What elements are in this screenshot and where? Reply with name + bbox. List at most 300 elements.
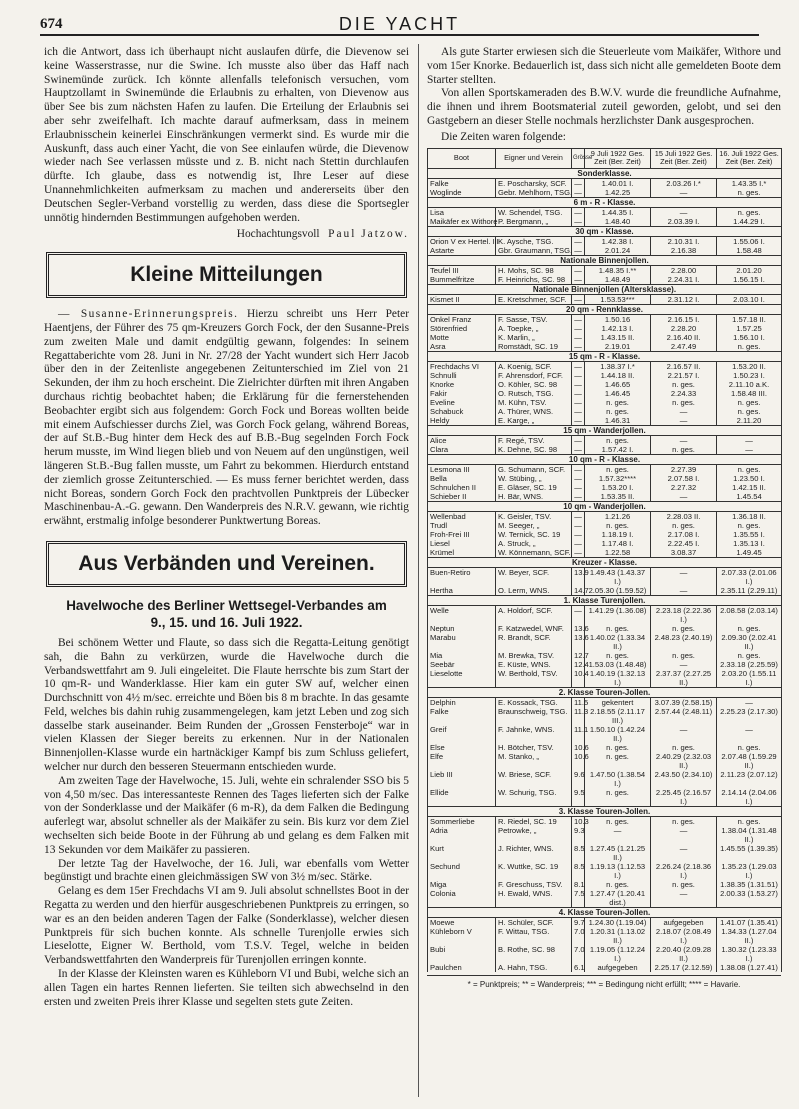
table-row [428, 474, 782, 483]
owner-cell: K. Geisler, TSV. [496, 511, 572, 521]
owner-cell: K. Wuttke, SC. 19 [496, 862, 572, 880]
size-cell: 6.1 [572, 963, 585, 972]
owner-cell: Gbr. Graumann, TSG. [496, 246, 572, 256]
boat-cell: Moewe [428, 917, 496, 927]
day3-cell: 2.11.20 [717, 416, 782, 426]
day2-cell: — [651, 586, 717, 596]
day1-cell: 1.18.19 I. [585, 530, 651, 539]
day1-cell: 1.40.19 (1.32.13 I.) [585, 669, 651, 688]
day2-cell: 2.21.57 I. [651, 371, 717, 380]
boat-cell: Kurt [428, 844, 496, 862]
owner-cell: F. Regé, TSV. [496, 435, 572, 445]
boat-cell: Neptun [428, 624, 496, 633]
day1-cell: 1.53.20 I. [585, 483, 651, 492]
size-cell: 12.7 [572, 651, 585, 660]
boat-cell: Schnulli [428, 371, 496, 380]
day3-cell: 1.49.45 [717, 548, 782, 558]
article-paragraph: Als gute Starter erwiesen sich die Steuerleute vom Maikäfer, Withore und vom 15er Knorke. Bedauerlich ist, dass sich nicht alle gemeldeten Boote dem Starter stellten. [427, 46, 781, 86]
day1-cell: 1.22.58 [585, 548, 651, 558]
article-title-line1: Havelwoche des Berliner Wettsegel-Verbandes am [66, 597, 387, 613]
size-cell: — [572, 294, 585, 304]
size-cell: — [572, 188, 585, 198]
day2-cell: n. ges. [651, 624, 717, 633]
day3-cell: — [717, 445, 782, 455]
boat-cell: Clara [428, 445, 496, 455]
day3-cell: 2.07.48 (1.59.29 II.) [717, 752, 782, 770]
boat-cell: Schnulchen II [428, 483, 496, 492]
table-row [428, 207, 782, 217]
size-cell: 10.6 [572, 743, 585, 752]
class-heading: 1. Klasse Turenjollen. [428, 595, 782, 605]
size-cell: — [572, 416, 585, 426]
class-heading-row [428, 304, 782, 314]
day1-cell: 1.49.43 (1.43.37 I.) [585, 567, 651, 586]
owner-cell: F. Katzwedel, WNF. [496, 624, 572, 633]
size-cell: 13.6 [572, 633, 585, 651]
day3-cell: 2.08.58 (2.03.14) [717, 605, 782, 624]
header-day3: 16. Juli 1922 Ges. Zeit (Ber. Zeit) [717, 148, 782, 168]
results-body [428, 168, 782, 972]
day2-cell: 2.27.39 [651, 464, 717, 474]
article-paragraph: In der Klasse der Kleinsten waren es Kühleborn VI und Bubi, welche sich an allen Tagen ein hartes Rennen lieferten. Sie teilten sich abwechselnd in den ersten und zweiten Preis ihrer Klasse und segelten stets gute Zeiten. [44, 968, 409, 1008]
boat-cell: Frechdachs VI [428, 361, 496, 371]
class-heading: Kreuzer - Klasse. [428, 557, 782, 567]
table-row [428, 521, 782, 530]
boat-cell: Liesel [428, 539, 496, 548]
owner-cell: K. Dehne, SC. 98 [496, 445, 572, 455]
class-heading-row [428, 168, 782, 178]
size-cell: — [572, 445, 585, 455]
day2-cell: 2.16.57 II. [651, 361, 717, 371]
class-heading: Nationale Binnenjollen (Altersklasse). [428, 284, 782, 294]
size-cell: — [572, 464, 585, 474]
owner-cell: E. Kretschmer, SCF. [496, 294, 572, 304]
owner-cell: Petrowke, „ [496, 826, 572, 844]
class-heading-row [428, 454, 782, 464]
day1-cell: gekentert [585, 697, 651, 707]
size-cell: 9.3 [572, 826, 585, 844]
header-boat: Boot [428, 148, 496, 168]
owner-cell: H. Ewald, WNS. [496, 889, 572, 908]
day1-cell: 1.42.38 I. [585, 236, 651, 246]
boat-cell: Bubi [428, 945, 496, 963]
day1-cell: 1.40.02 (1.33.34 II.) [585, 633, 651, 651]
day2-cell: 3.08.37 [651, 548, 717, 558]
day2-cell: 2.22.45 I. [651, 539, 717, 548]
day2-cell: — [651, 725, 717, 743]
owner-cell: A. Koenig, SCF. [496, 361, 572, 371]
day1-cell: 1.46.65 [585, 380, 651, 389]
owner-cell: H. Bötcher, TSV. [496, 743, 572, 752]
day3-cell: 2.00.33 (1.53.27) [717, 889, 782, 908]
letter-text [44, 46, 409, 225]
day3-cell: 1.38.04 (1.31.48 II.) [717, 826, 782, 844]
day1-cell: 1.48.40 [585, 217, 651, 227]
size-cell: 8.1 [572, 880, 585, 889]
day1-cell: 1.48.49 [585, 275, 651, 285]
size-cell: — [572, 435, 585, 445]
day2-cell: 2.24.31 I. [651, 275, 717, 285]
boat-cell: Schabuck [428, 407, 496, 416]
size-cell: — [572, 246, 585, 256]
table-row [428, 389, 782, 398]
owner-cell: A. Toepke, „ [496, 324, 572, 333]
table-row [428, 826, 782, 844]
day3-cell: n. ges. [717, 743, 782, 752]
day3-cell: 1.44.29 I. [717, 217, 782, 227]
day3-cell: 2.14.14 (2.04.06 I.) [717, 788, 782, 807]
table-row [428, 770, 782, 788]
news-item-susanne [44, 308, 409, 529]
day1-cell: n. ges. [585, 816, 651, 826]
size-cell: — [572, 474, 585, 483]
header-rule [40, 34, 759, 36]
day3-cell: 1.42.15 II. [717, 483, 782, 492]
header-owner: Eigner und Verein [496, 148, 572, 168]
day3-cell: 1.38.08 (1.27.41) [717, 963, 782, 972]
day2-cell: — [651, 435, 717, 445]
owner-cell: W. Schurig, TSG. [496, 788, 572, 807]
owner-cell: H. Bär, WNS. [496, 492, 572, 502]
day3-cell: 1.57.18 II. [717, 314, 782, 324]
day2-cell: 2.16.38 [651, 246, 717, 256]
day1-cell: 2.19.01 [585, 342, 651, 352]
day1-cell: n. ges. [585, 788, 651, 807]
day3-cell: 1.35.13 I. [717, 539, 782, 548]
owner-cell: Romstädt, SC. 19 [496, 342, 572, 352]
boat-cell: Sechund [428, 862, 496, 880]
boat-cell: Astarte [428, 246, 496, 256]
article-title [44, 597, 409, 631]
owner-cell: R. Brandt, SCF. [496, 633, 572, 651]
day1-cell: n. ges. [585, 521, 651, 530]
header-day2: 15 Juli 1922 Ges. Zeit (Ber. Zeit) [651, 148, 717, 168]
size-cell: 7.0 [572, 945, 585, 963]
day2-cell: 2.27.32 [651, 483, 717, 492]
table-row [428, 752, 782, 770]
day2-cell: n. ges. [651, 380, 717, 389]
day2-cell: 2.26.24 (2.18.36 I.) [651, 862, 717, 880]
day3-cell: 1.55.06 I. [717, 236, 782, 246]
day1-cell: n. ges. [585, 464, 651, 474]
boat-cell: Motte [428, 333, 496, 342]
section-title-kleine-mitteilungen: Kleine Mitteilungen [130, 263, 323, 287]
owner-cell: Gebr. Mehlhorn, TSG. [496, 188, 572, 198]
class-heading: 10 qm - Wanderjollen. [428, 501, 782, 511]
boat-cell: Falke [428, 178, 496, 188]
class-heading: 4. Klasse Touren-Jollen. [428, 907, 782, 917]
day1-cell: 1.44.35 I. [585, 207, 651, 217]
boat-cell: Miga [428, 880, 496, 889]
table-row [428, 314, 782, 324]
day2-cell: 2.20.40 (2.09.28 II.) [651, 945, 717, 963]
boat-cell: Trudl [428, 521, 496, 530]
table-row [428, 188, 782, 198]
size-cell: 11.5 [572, 697, 585, 707]
day1-cell: 1.47.50 (1.38.54 I.) [585, 770, 651, 788]
day2-cell: — [651, 492, 717, 502]
boat-cell: Woglinde [428, 188, 496, 198]
table-row [428, 530, 782, 539]
day1-cell: 1.46.31 [585, 416, 651, 426]
size-cell: 10.3 [572, 816, 585, 826]
table-row [428, 743, 782, 752]
class-heading-row [428, 255, 782, 265]
day2-cell: 3.07.39 (2.58.15) [651, 697, 717, 707]
table-legend: * = Punktpreis; ** = Wanderpreis; *** = Bedingung nicht erfüllt; **** = Havarie. [427, 975, 781, 992]
day2-cell: n. ges. [651, 880, 717, 889]
class-heading-row [428, 425, 782, 435]
day3-cell: 1.50.23 I. [717, 371, 782, 380]
day3-cell: 1.41.07 (1.35.41) [717, 917, 782, 927]
size-cell: 13.6 [572, 624, 585, 633]
owner-cell: W. Ternick, SC. 19 [496, 530, 572, 539]
class-heading: 20 qm - Rennklasse. [428, 304, 782, 314]
boat-cell: Teufel III [428, 265, 496, 275]
day3-cell: n. ges. [717, 464, 782, 474]
owner-cell: O. Köhler, SC. 98 [496, 380, 572, 389]
table-row [428, 380, 782, 389]
table-row [428, 788, 782, 807]
table-row [428, 586, 782, 596]
day1-cell: 1.27.45 (1.21.25 II.) [585, 844, 651, 862]
day2-cell: 2.43.50 (2.34.10) [651, 770, 717, 788]
table-row [428, 725, 782, 743]
size-cell: 8.5 [572, 844, 585, 862]
owner-cell: E. Karge, „ [496, 416, 572, 426]
table-row [428, 324, 782, 333]
article-paragraph: Der letzte Tag der Havelwoche, der 16. Juli, war ebenfalls vom Wetter begünstigt und brachte einen gleichmässigen SW von 3½ m/sec. Stärke. [44, 857, 409, 884]
day3-cell: 1.35.55 I. [717, 530, 782, 539]
boat-cell: Orion V ex Hertel. III [428, 236, 496, 246]
class-heading-row [428, 687, 782, 697]
day2-cell: n. ges. [651, 743, 717, 752]
table-row [428, 707, 782, 725]
table-row [428, 483, 782, 492]
boat-cell: Marabu [428, 633, 496, 651]
boat-cell: Lisa [428, 207, 496, 217]
size-cell: 9.7 [572, 917, 585, 927]
size-cell: — [572, 275, 585, 285]
day3-cell: 1.53.20 II. [717, 361, 782, 371]
day3-cell: 2.07.33 (2.01.06 I.) [717, 567, 782, 586]
results-header-row [428, 148, 782, 168]
table-row [428, 294, 782, 304]
boat-cell: Onkel Franz [428, 314, 496, 324]
size-cell: — [572, 605, 585, 624]
day2-cell: 2.16.15 I. [651, 314, 717, 324]
day1-cell: 1.44.18 II. [585, 371, 651, 380]
day2-cell: — [651, 416, 717, 426]
boat-cell: Delphin [428, 697, 496, 707]
day1-cell: 1.48.35 I.** [585, 265, 651, 275]
day3-cell: 2.09.30 (2.02.41 II.) [717, 633, 782, 651]
size-cell: 7.5 [572, 889, 585, 908]
day1-cell: 1.53.53*** [585, 294, 651, 304]
day1-cell: 1.19.05 (1.12.24 I.) [585, 945, 651, 963]
header-day1: 9 Juli 1922 Ges. Zeit (Ber. Zeit) [585, 148, 651, 168]
article-paragraph: Bei schönem Wetter und Flaute, so dass sich die Regatta-Leitung genötigt sah, die Bahn zu verkürzen, wurde die Havelwoche durch die Verbandswettfahrt am 9. Juli eingeleitet. Die Flaute herrschte bis zum Start der 10 qm-R- und Wanderklasse. Hier kam ein guter SW auf, welcher einen Durchschnitt von 4½ m/sec. erreichte und Böen bis 8 m brachte. In das gesamte Feld, welches bis dahin ruhig zusammengelegen, kam jetzt Leben und zog sich dasselbe stark auseinander. Beim Runden der „Grossen Fensterboje“ war in vielen Klassen der Sieger bereits zu erkennen. Nur in der Nationalen Binnenjollen-Klasse wurde ein hartnäckiger Kampf bis zum Schluss geliefert, welcher nur durch den besseren Steuermann entschieden wurde. [44, 636, 409, 774]
size-cell: 9.5 [572, 788, 585, 807]
boat-cell: Sommerliebe [428, 816, 496, 826]
size-cell: 10.4 [572, 669, 585, 688]
table-row [428, 816, 782, 826]
owner-cell: W. Schendel, TSG. [496, 207, 572, 217]
boat-cell: Störenfried [428, 324, 496, 333]
day3-cell: 2.25.23 (2.17.30) [717, 707, 782, 725]
day2-cell: n. ges. [651, 651, 717, 660]
boat-cell: Falke [428, 707, 496, 725]
boat-cell: Bummelfritze [428, 275, 496, 285]
owner-cell: W. Briese, SCF. [496, 770, 572, 788]
day3-cell: 1.57.25 [717, 324, 782, 333]
day2-cell: — [651, 660, 717, 669]
day2-cell: 2.31.12 I. [651, 294, 717, 304]
day2-cell: 2.18.07 (2.08.49 I.) [651, 927, 717, 945]
day3-cell: n. ges. [717, 651, 782, 660]
boat-cell: Ellide [428, 788, 496, 807]
article-paragraph: Am zweiten Tage der Havelwoche, 15. Juli, wehte ein schralender SSO bis 5 von 4,50 m/sec. Das interessanteste Rennen des Tages lieferten sich der Falke von der Sonderklasse und der Maikäfer (6 m-R), da dem Falken die Bedingung auferlegt war, absolut schneller als der Maikäfer zu sein. Bis kurz vor dem Ziel wechselten sich beide Boote in der Führung ab und gelang es dem Falken mit 13 Sekunden vor dem Maikäfer zu passieren. [44, 774, 409, 856]
day1-cell: 2.01.24 [585, 246, 651, 256]
table-row [428, 669, 782, 688]
day1-cell: n. ges. [585, 880, 651, 889]
boat-cell: Paulchen [428, 963, 496, 972]
day2-cell: aufgegeben [651, 917, 717, 927]
class-heading: 15 qm - R - Klasse. [428, 351, 782, 361]
size-cell: 7.0 [572, 927, 585, 945]
day1-cell: 1.42.13 I. [585, 324, 651, 333]
day2-cell: 2.28.00 [651, 265, 717, 275]
day2-cell: 2.16.40 II. [651, 333, 717, 342]
size-cell: — [572, 178, 585, 188]
boat-cell: Greif [428, 725, 496, 743]
day2-cell: 2.28.03 II. [651, 511, 717, 521]
size-cell: — [572, 342, 585, 352]
boat-cell: Lieb III [428, 770, 496, 788]
table-row [428, 445, 782, 455]
owner-cell: M. Seeger, „ [496, 521, 572, 530]
article-paragraph: Von allen Sportskameraden des B.W.V. wurde die freundliche Aufnahme, die ihnen und ihrem Bootsmaterial zuteil geworden, gelobt, und sei den Gastgebern an dieser Stelle nochmals herzlichster Dank ausgesprochen. [427, 87, 781, 127]
day3-cell: 1.43.35 I.* [717, 178, 782, 188]
owner-cell: F. Wittau, TSG. [496, 927, 572, 945]
table-row [428, 539, 782, 548]
boat-cell: Kühleborn V [428, 927, 496, 945]
class-heading: 30 qm - Klasse. [428, 226, 782, 236]
boat-cell: Maikäfer ex Withore [428, 217, 496, 227]
size-cell: — [572, 407, 585, 416]
boat-cell: Welle [428, 605, 496, 624]
table-row [428, 178, 782, 188]
size-cell: — [572, 314, 585, 324]
day1-cell: 1.20.31 (1.13.02 II.) [585, 927, 651, 945]
day3-cell: 1.56.15 I. [717, 275, 782, 285]
day2-cell: 2.07.58 I. [651, 474, 717, 483]
signature-closing: Hochachtungsvoll [236, 228, 320, 241]
class-heading-row [428, 197, 782, 207]
table-row [428, 927, 782, 945]
owner-cell: A. Struck, „ [496, 539, 572, 548]
boat-cell: Seebär [428, 660, 496, 669]
table-row [428, 889, 782, 908]
class-heading-row [428, 907, 782, 917]
day3-cell: 1.45.54 [717, 492, 782, 502]
boat-cell: Colonia [428, 889, 496, 908]
size-cell: — [572, 217, 585, 227]
size-cell: 10.6 [572, 752, 585, 770]
day3-cell: 1.58.48 [717, 246, 782, 256]
article-body [44, 637, 409, 1010]
column-divider [418, 44, 419, 1097]
day1-cell: 1.17.48 I. [585, 539, 651, 548]
article-continuation [427, 46, 781, 129]
day1-cell: 1.38.37 I.* [585, 361, 651, 371]
boat-cell: Wellenbad [428, 511, 496, 521]
owner-cell: W. Könnemann, SCF. [496, 548, 572, 558]
size-cell: — [572, 539, 585, 548]
owner-cell: H. Mohs, SC. 98 [496, 265, 572, 275]
class-heading: Nationale Binnenjollen. [428, 255, 782, 265]
owner-cell: F. Heinrichs, SC. 98 [496, 275, 572, 285]
table-row [428, 880, 782, 889]
day3-cell: n. ges. [717, 407, 782, 416]
table-row [428, 945, 782, 963]
day2-cell: 2.37.37 (2.27.25 II.) [651, 669, 717, 688]
size-cell: — [572, 207, 585, 217]
table-row [428, 651, 782, 660]
size-cell: — [572, 530, 585, 539]
owner-cell: A. Thürer, WNS. [496, 407, 572, 416]
day1-cell: 1.50.10 (1.42.24 II.) [585, 725, 651, 743]
size-cell: — [572, 265, 585, 275]
day3-cell: — [717, 725, 782, 743]
day1-cell: n. ges. [585, 743, 651, 752]
size-cell: — [572, 389, 585, 398]
day3-cell: n. ges. [717, 342, 782, 352]
owner-cell: F. Jahnke, WNS. [496, 725, 572, 743]
table-row [428, 333, 782, 342]
class-heading-row [428, 595, 782, 605]
table-row [428, 236, 782, 246]
boat-cell: Eveline [428, 398, 496, 407]
class-heading-row [428, 351, 782, 361]
table-row [428, 361, 782, 371]
day2-cell: — [651, 188, 717, 198]
owner-cell: H. Schüler, SCF. [496, 917, 572, 927]
table-row [428, 217, 782, 227]
day1-cell: — [585, 826, 651, 844]
boat-cell: Kismet II [428, 294, 496, 304]
day1-cell: n. ges. [585, 752, 651, 770]
owner-cell: G. Schumann, SCF. [496, 464, 572, 474]
day1-cell: 1.50.16 [585, 314, 651, 324]
owner-cell: K. Marlin, „ [496, 333, 572, 342]
class-heading-row [428, 501, 782, 511]
day2-cell: 2.48.23 (2.40.19) [651, 633, 717, 651]
owner-cell: W. Berthold, TSV. [496, 669, 572, 688]
letter-signature [44, 228, 409, 242]
day3-cell: 2.11.23 (2.07.12) [717, 770, 782, 788]
day3-cell: — [717, 435, 782, 445]
day2-cell: n. ges. [651, 445, 717, 455]
letter-paragraph: ich die Antwort, dass ich überhaupt nicht auslaufen dürfe, die Dievenow sei keine Wasserstrasse, nur die Swine. Ich musste also über das Haff nach Swinemünde zurück. Ich könnte allenfalls telefonisch versuchen, vom Hauptzollamt in Swinemünde die Erlaubnis zu erhalten, von Dievenow aus über See bis zum nächsten Hafen zu laufen. Die Erteilung der Erlaubnis sei aber sehr zweifelhaft. Ich machte darauf aufmerksam, dass in meinem Erlaubnisschein keinerlei Einschränkungen vermerkt sind. Es wurde mir die Auskunft, dass auch einer Yacht, die von See einlaufen würde, die Dievenow wieder nach See verlassen müsste und z. B. nicht nach Stettin durchlaufen dürfte. Ich glaube, dass es notwendig ist, Ihre Leser auf diese Unannehmlichkeiten aufmerksam zu machen und andererseits über den Deutschen Segler-Verband vorstellig zu werden, dass diese die Sportsegler unnötig hindernden Bestimmungen aufgehoben werden. [44, 46, 409, 224]
class-heading: 15 qm - Wanderjollen. [428, 425, 782, 435]
page-header [40, 10, 759, 32]
day2-cell: — [651, 889, 717, 908]
size-cell: — [572, 324, 585, 333]
day2-cell: — [651, 407, 717, 416]
size-cell: — [572, 483, 585, 492]
section-title-verbaende: Aus Verbänden und Vereinen. [78, 552, 375, 575]
